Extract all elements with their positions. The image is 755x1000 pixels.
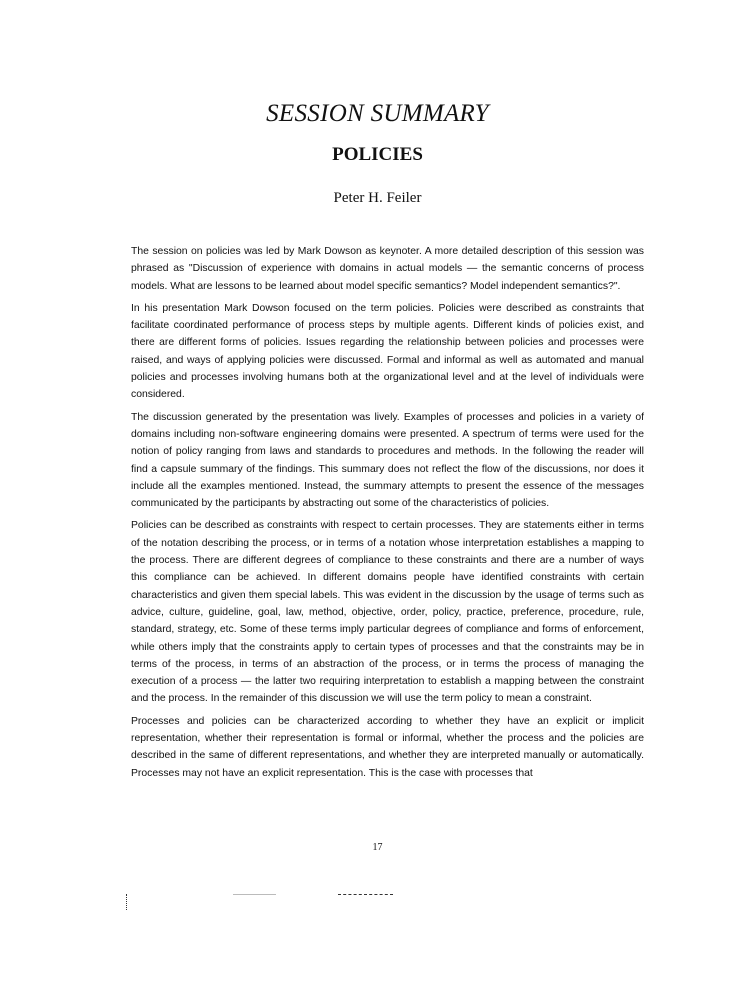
scan-artifact-mark [126,894,128,910]
page-number: 17 [372,842,383,853]
paragraph-1: The session on policies was led by Mark Dowson as keynoter. A more detailed description of this session was phrased as "Discussion of experience with domains in actual models — the semantic concerns of process models. What are lessons to be learned about model specific semantics? Model independent semantics?". [131,246,644,292]
paragraph-5: Processes and policies can be characterized according to whether they have an explicit or implicit representation, whether their representation is formal or informal, whether the process and the policies are described in the same of different representations, and whether they are interpreted manually or automatically. Processes may not have an explicit representation. This is the case with processes that [131,715,644,779]
paragraph-4: Policies can be described as constraints with respect to certain processes. They are statements either in terms of the notation describing the process, or in terms of a notation whose interpretation establishes a mapping to the process. There are different degrees of compliance to these constraints and there are a number of ways this compliance can be achieved. In different domains people have identified constraints with certain characteristics and given them special labels. This was evident in the discussion by the usage of terms such as advice, culture, guideline, goal, law, method, objective, order, policy, practice, preference, procedure, rule, standard, strategy, etc. Some of these terms imply particular degrees of compliance and forms of enforcement, while others imply that the constraints apply to certain types of processes and that the constraints may be in terms of the process, in terms of an abstraction of the process, or in terms the process of managing the execution of a process — the latter two requiring interpretation to establish a mapping between the constraint and the process. In the remainder of this discussion we will use the term policy to mean a constraint. [131,520,644,705]
section-subtitle: POLICIES [332,144,423,165]
scan-artifact-line [233,894,276,895]
section-title: SESSION SUMMARY [266,100,489,127]
paragraph-3: The discussion generated by the presentation was lively. Examples of processes and policies in a variety of domains including non-software engineering domains were presented. A spectrum of terms were used for the notion of policy ranging from laws and standards to procedures and methods. In the following the reader will find a capsule summary of the findings. This summary does not reflect the flow of the discussions, nor does it include all the examples mentioned. Instead, the summary attempts to present the essence of the messages communicated by the participants by abstracting out some of the characteristics of policies. [131,411,644,510]
scan-artifact-dashes [338,894,393,896]
paragraph-2: In his presentation Mark Dowson focused on the term policies. Policies were described as constraints that facilitate coordinated performance of process steps by multiple agents. Different kinds of policies exist, and there are different forms of policies. Issues regarding the relationship between policies and processes were raised, and ways of applying policies were discussed. Formal and informal as well as automated and manual policies and processes involving humans both at the organizational level and at the level of individuals were considered. [131,302,644,401]
body-text [131,243,644,787]
author-name: Peter H. Feiler [333,190,422,206]
